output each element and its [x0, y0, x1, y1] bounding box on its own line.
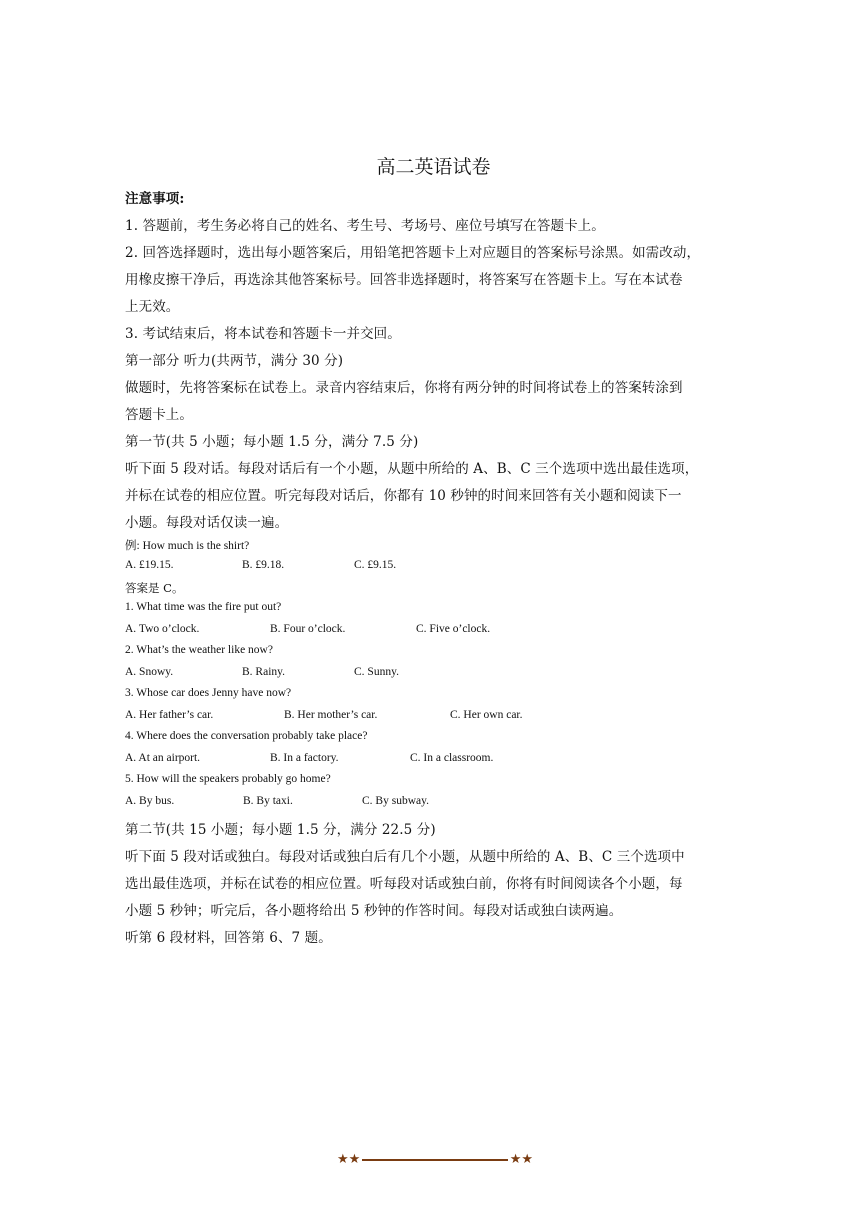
question-3: 3. Whose car does Jenny have now?: [125, 687, 292, 699]
star-icon: ★★: [509, 1152, 533, 1167]
q3-option-c: C. Her own car.: [450, 709, 523, 721]
question-4: 4. Where does the conversation probably take place?: [125, 730, 368, 742]
q1-option-c: C. Five o’clock.: [416, 623, 491, 635]
q3-option-b: B. Her mother’s car.: [284, 709, 378, 721]
section1-intro-line-1: 听下面 5 段对话。每段对话后有一个小题，从题中所给的 A、B、C 三个选项中选出最佳选项，: [125, 461, 699, 477]
notice-item-2-line-3: 上无效。: [125, 299, 180, 315]
section1-intro-line-2: 并标在试卷的相应位置。听完每段对话后，你都有 10 秒钟的时间来回答有关小题和阅读下一: [125, 488, 682, 504]
q5-option-c: C. By subway.: [362, 795, 429, 807]
notice-item-1: 1. 答题前，考生务必将自己的姓名、考生号、考场号、座位号填写在答题卡上。: [125, 218, 605, 234]
example-option-c: C. £9.15.: [354, 559, 397, 571]
question-1: 1. What time was the fire put out?: [125, 601, 282, 613]
question-5: 5. How will the speakers probably go home?: [125, 773, 331, 785]
section2-intro-line-3: 小题 5 秒钟；听完后，各小题将给出 5 秒钟的作答时间。每段对话或独白读两遍。: [125, 903, 623, 919]
part1-heading: 第一部分 听力(共两节，满分 30 分): [125, 353, 344, 369]
example-option-b: B. £9.18.: [242, 559, 285, 571]
footer-divider: [362, 1159, 507, 1161]
part1-intro-line-2: 答题卡上。: [125, 407, 193, 423]
star-icon: ★★: [337, 1152, 361, 1167]
section1-heading: 第一节(共 5 小题；每小题 1.5 分，满分 7.5 分): [125, 434, 419, 450]
q2-option-a: A. Snowy.: [125, 666, 174, 678]
q1-option-a: A. Two o’clock.: [125, 623, 200, 635]
example-question: 例: How much is the shirt?: [125, 540, 250, 552]
example-answer: 答案是 C。: [125, 581, 184, 595]
q4-option-c: C. In a classroom.: [410, 752, 494, 764]
notice-item-2-line-2: 用橡皮擦干净后，再选涂其他答案标号。回答非选择题时，将答案写在答题卡上。写在本试卷: [125, 272, 683, 288]
section2-heading: 第二节(共 15 小题；每小题 1.5 分，满分 22.5 分): [125, 822, 436, 838]
notice-item-2-line-1: 2. 回答选择题时，选出每小题答案后，用铅笔把答题卡上对应题目的答案标号涂黑。如需改动，: [125, 245, 701, 261]
q4-option-b: B. In a factory.: [270, 752, 339, 764]
q5-option-a: A. By bus.: [125, 795, 175, 807]
q5-option-b: B. By taxi.: [243, 795, 293, 807]
section2-material-note: 听第 6 段材料，回答第 6、7 题。: [125, 930, 332, 946]
example-option-a: A. £19.15.: [125, 559, 174, 571]
section2-intro-line-1: 听下面 5 段对话或独白。每段对话或独白后有几个小题，从题中所给的 A、B、C 三个选项中: [125, 849, 685, 865]
question-2: 2. What’s the weather like now?: [125, 644, 273, 656]
q4-option-a: A. At an airport.: [125, 752, 201, 764]
notice-heading: 注意事项:: [125, 191, 185, 207]
part1-intro-line-1: 做题时，先将答案标在试卷上。录音内容结束后，你将有两分钟的时间将试卷上的答案转涂到: [125, 380, 683, 396]
q1-option-b: B. Four o’clock.: [270, 623, 346, 635]
footer-ornament: [337, 1152, 533, 1168]
notice-item-3: 3. 考试结束后，将本试卷和答题卡一并交回。: [125, 326, 401, 342]
section2-intro-line-2: 选出最佳选项，并标在试卷的相应位置。听每段对话或独白前，你将有时间阅读各个小题，每: [125, 876, 683, 892]
q2-option-b: B. Rainy.: [242, 666, 286, 678]
section1-intro-line-3: 小题。每段对话仅读一遍。: [125, 515, 289, 531]
q3-option-a: A. Her father’s car.: [125, 709, 214, 721]
page-title: 高二英语试卷: [376, 156, 491, 178]
q2-option-c: C. Sunny.: [354, 666, 399, 678]
